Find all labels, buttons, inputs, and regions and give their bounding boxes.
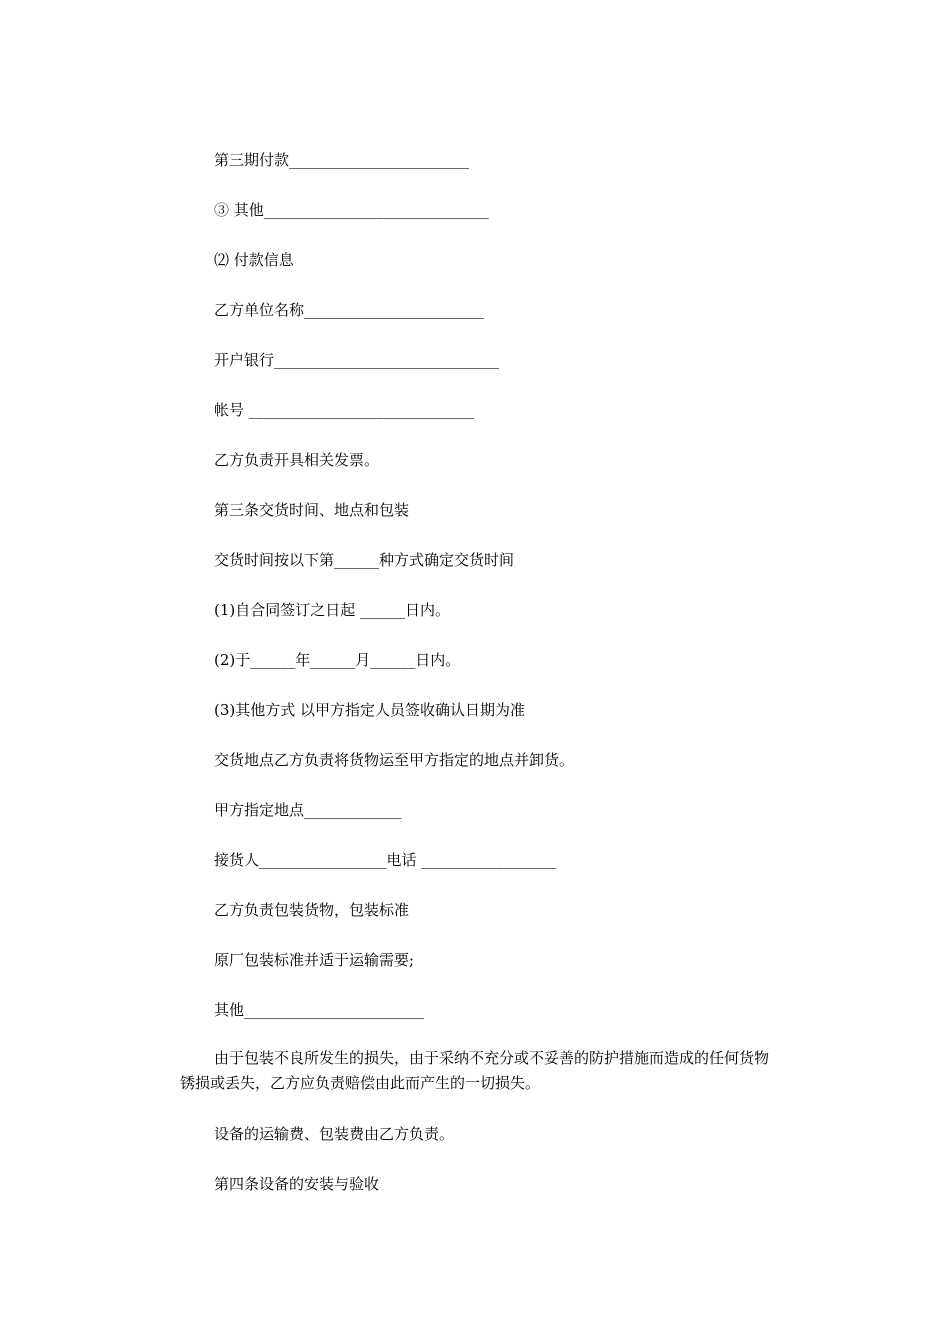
delivery-time-line: 交货时间按以下第______种方式确定交货时间: [214, 551, 515, 569]
account-line: 帐号 ______________________________: [214, 401, 474, 419]
bank-line: 开户银行______________________________: [214, 351, 500, 369]
other-packaging-line: 其他________________________: [214, 1001, 425, 1019]
original-packaging-line: 原厂包装标准并适于运输需要;: [214, 951, 415, 969]
article-four-heading: 第四条设备的安装与验收: [214, 1175, 380, 1193]
other-payment-line: ③ 其他______________________________: [214, 201, 489, 219]
receiver-phone-line: 接货人_________________电话 __________________: [214, 851, 557, 869]
invoice-line: 乙方负责开具相关发票。: [214, 451, 380, 469]
party-b-name-line: 乙方单位名称________________________: [214, 301, 485, 319]
freight-cost-line: 设备的运输费、包装费由乙方负责。: [214, 1125, 455, 1143]
payment-info-heading: ⑵ 付款信息: [214, 251, 294, 269]
delivery-option-3: (3)其他方式 以甲方指定人员签收确认日期为准: [214, 701, 526, 719]
packaging-liability-paragraph: 由于包装不良所发生的损失，由于采纳不充分或不妥善的防护措施而造成的任何货物锈损或丢失，乙方应负责赔偿由此而产生的一切损失。: [180, 1049, 770, 1092]
delivery-option-2: (2)于______年______月______日内。: [214, 651, 461, 669]
delivery-option-1: (1)自合同签订之日起 ______日内。: [214, 601, 451, 619]
packaging-standard-line: 乙方负责包装货物，包装标准: [214, 901, 410, 919]
third-payment-line: 第三期付款________________________: [214, 151, 470, 169]
article-three-heading: 第三条交货时间、地点和包装: [214, 501, 410, 519]
delivery-place-line: 交货地点乙方负责将货物运至甲方指定的地点并卸货。: [214, 751, 575, 769]
designated-place-line: 甲方指定地点_____________: [214, 801, 402, 819]
